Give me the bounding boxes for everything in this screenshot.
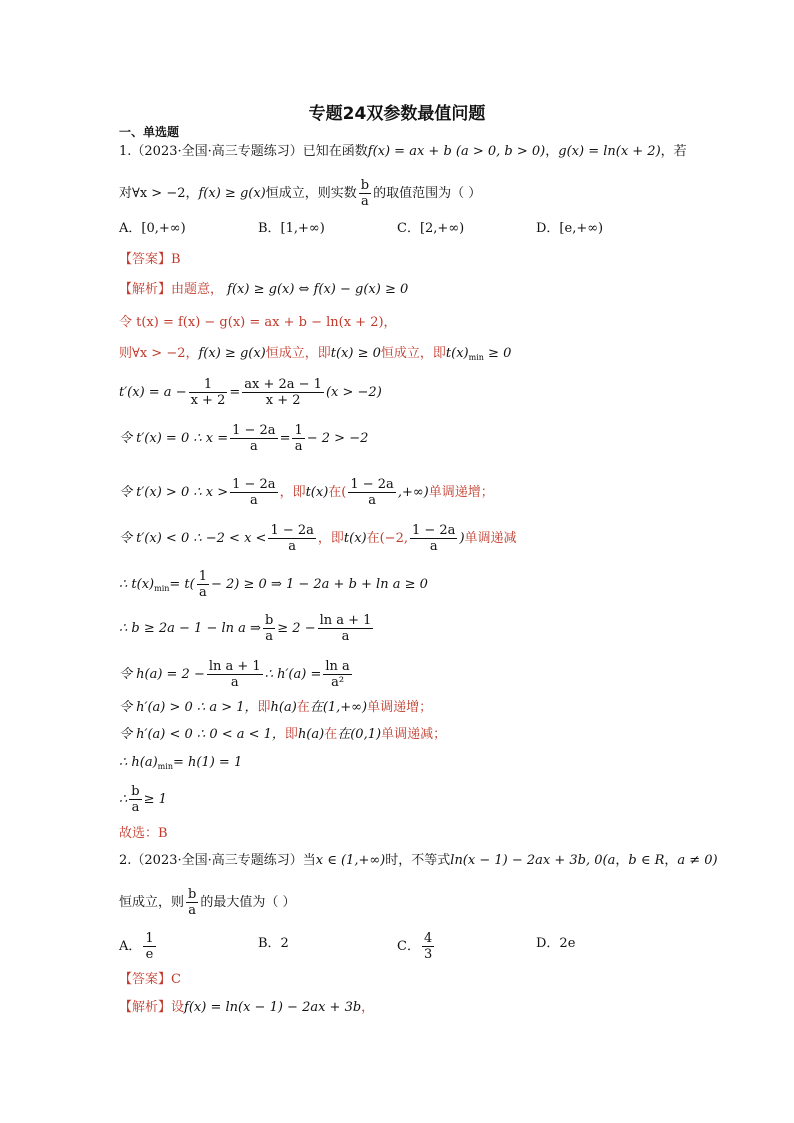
q2-separator: ， [664,853,678,868]
q2-stem-line2 [119,887,295,918]
q2-condition-text: 恒成立，则 [119,895,185,910]
q1-step-6 [119,477,494,508]
q1-stem-line2 [119,178,481,209]
q1-step-3 [119,346,511,366]
q2-answer: 【答案】C [119,972,181,987]
step-math: 令 t′(x) < 0 ∴ −2 < x < [119,531,267,546]
fraction-numerator: b [188,887,197,902]
fraction [207,659,263,690]
fraction-denominator: a [131,800,140,815]
analysis-label: 【解析】 [119,1000,172,1015]
step-math: h(a) [297,727,325,742]
fraction-denominator: a [265,629,273,644]
step-math: − 2 > −2 [306,431,369,446]
step-math: f(x) ≥ g(x) [198,346,266,361]
step-math: t(x) ≥ 0 [330,346,381,361]
analysis-text: 设 [171,1000,185,1015]
q2-ratio-fraction [186,887,198,918]
fraction-numerator: 4 [423,931,433,946]
step-math: h(a) [270,700,297,715]
q1-domain-text: 对∀x > −2， [119,186,199,201]
step-text: 单调递增； [367,700,433,715]
q2-b-domain: b ∈ R [628,853,665,868]
q1-question-text: 的取值范围为（ ） [373,186,482,201]
fraction [189,377,228,408]
q1-step-11: 令 h′(a) > 0 ∴ a > 1，即h(a)在在(1,+∞)单调递增； [119,700,433,715]
min-subscript: min [157,762,173,771]
fraction-numerator: 1 − 2a [232,423,276,438]
fraction [197,569,209,600]
q1-step-5 [119,423,368,454]
fraction [129,784,141,815]
q1-option-a[interactable]: A．[0,+∞) [119,221,186,236]
fraction-numerator: ln a [325,659,350,674]
analysis-text: ， [361,1000,375,1015]
q2-a-condition: a ≠ 0) [677,853,718,868]
step-math: 令 h(a) = 2 − [119,667,205,682]
equals-sign: = [279,431,291,446]
fraction-numerator: b [360,178,370,193]
q1-inequality: f(x) ≥ g(x) [198,186,266,201]
step-text: 单调递增； [428,485,494,500]
q2-domain: x ∈ (1,+∞) [315,853,386,868]
q2-option-b[interactable]: B．2 [258,936,289,951]
q1-option-c[interactable]: C．[2,+∞) [397,221,465,236]
q2-stem-text: 2.（2023·全国·高三专题练习）当 [119,853,316,868]
fraction-numerator: ln a + 1 [208,659,261,674]
q2-analysis-line1 [119,1000,374,1016]
fraction-denominator: a [294,439,303,454]
fraction [323,659,351,690]
step-text: 即 [257,700,271,715]
step-text: 单调递减 [464,531,517,546]
step-math: 令 h′(a) > 0 ∴ a > 1， [119,700,258,715]
fraction [318,613,374,644]
fraction [230,423,277,454]
fraction [242,377,324,408]
fraction-denominator: a [341,629,350,644]
min-subscript: min [468,353,484,362]
q1-stem-line1 [119,144,687,160]
fraction [292,423,304,454]
step-math: = h(1) = 1 [172,755,243,770]
q1-ratio-fraction [359,178,371,209]
fraction-denominator: 3 [423,947,433,962]
fraction-denominator: a [361,194,369,209]
step-text: 恒成立，即 [380,346,446,361]
q2-option-c[interactable] [397,931,436,962]
fraction-numerator: 1 − 2a [411,523,456,538]
q1-condition-text: 恒成立，则实数 [265,186,357,201]
q2-inequality: ln(x − 1) − 2ax + 3b, 0(a [450,853,616,868]
fraction [410,523,457,554]
q1-step-13 [119,755,242,775]
fraction [230,477,277,508]
fraction [422,931,434,962]
fraction-numerator: 1 − 2a [350,477,394,492]
fraction-denominator: a [249,439,258,454]
fraction-denominator: a [230,675,239,690]
step-text: 单调递减； [381,727,447,742]
equals-sign: = [229,385,241,400]
q1-answer: 【答案】B [119,252,181,267]
fraction-numerator: ln a + 1 [319,613,372,628]
q1-step-8 [119,569,428,600]
q1-step-2: 令 t(x) = f(x) − g(x) = ax + b − ln(x + 2)， [119,315,397,330]
step-math: ,+∞) [397,485,429,500]
step-math: t(x) [305,485,329,500]
fraction [348,477,395,508]
fraction [263,613,275,644]
fraction-numerator: 1 [145,931,154,946]
step-math: 在(0,1) [337,727,382,742]
q2-option-a[interactable] [119,931,158,962]
fraction-numerator: 1 [189,377,228,393]
fraction-numerator: ax + 2a − 1 [244,377,322,392]
analysis-text: 由题意， [171,282,224,297]
step-text: 在(−2, [366,531,408,546]
q1-analysis-line1 [119,282,408,298]
q1-step-10 [119,659,354,690]
option-label: C． [397,939,420,954]
step-math: 在(1,+∞) [309,700,368,715]
step-math: 令 t′(x) > 0 ∴ x > [119,485,229,500]
q2-stem-line1 [119,853,718,869]
step-math: 令 t′(x) = 0 ∴ x = [119,431,229,446]
q1-step-7 [119,523,517,554]
fraction [268,523,315,554]
fraction-denominator: x + 2 [265,393,301,408]
q1-step-12: 令 h′(a) < 0 ∴ 0 < a < 1，即h(a)在在(0,1)单调递减； [119,727,447,742]
fraction-numerator: 1 − 2a [232,477,276,492]
fraction-denominator: a [249,493,258,508]
step-math: ≥ 2 − [277,621,316,636]
q2-separator: ， [615,853,629,868]
fraction-denominator: a [429,539,438,554]
fraction-denominator: e [145,947,154,962]
step-text: 在( [328,485,347,500]
q1-step-4 [119,377,382,408]
q2-stem-text: 时，不等式 [385,853,451,868]
fraction [143,931,155,962]
step-text: ，即 [317,531,344,546]
fraction-denominator: a² [331,675,345,690]
q1-g-definition: g(x) = ln(x + 2) [558,144,661,159]
step-math: ) [459,531,465,546]
section-heading: 一、单选题 [119,125,180,139]
step-math: ∴ h′(a) = [264,667,322,682]
step-math: ∴ t(x) [119,577,155,592]
step-math: t′(x) = a − [119,385,187,400]
analysis-math: f(x) ≥ g(x) ⇔ f(x) − g(x) ≥ 0 [227,282,409,297]
q2-question-text: 的最大值为（ ） [200,895,296,910]
q1-option-b[interactable]: B．[1,+∞) [258,221,325,236]
q1-option-d[interactable]: D．[e,+∞) [536,221,604,236]
step-math: − 2) ≥ 0 ⇒ 1 − 2a + b + ln a ≥ 0 [211,577,428,592]
step-math: t(x) [445,346,469,361]
q1-step-9 [119,613,375,644]
fraction-numerator: 1 − 2a [270,523,314,538]
q1-choice: 故选：B [119,826,168,841]
fraction-numerator: b [264,613,274,628]
q1-step-14 [119,784,167,815]
step-math: = t( [169,577,195,592]
fraction-denominator: a [198,585,207,600]
fraction-denominator: a [288,539,297,554]
q1-f-definition: f(x) = ax + b (a > 0, b > 0) [367,144,546,159]
option-label: A． [119,939,142,954]
step-math: t(x) [343,531,367,546]
step-math: 令 h′(a) < 0 ∴ 0 < a < 1， [119,727,285,742]
analysis-math: f(x) = ln(x − 1) − 2ax + 3b [184,1000,362,1015]
fraction-numerator: 1 [198,569,208,584]
fraction-numerator: b [131,784,140,799]
step-math: ∴ b ≥ 2a − 1 − ln a ⇒ [119,621,261,636]
step-math: ∴ h(a) [119,755,158,770]
analysis-label: 【解析】 [119,282,172,297]
step-text: 即 [284,727,298,742]
step-math: ∴ [119,792,128,807]
q2-option-d[interactable]: D．2e [536,936,576,951]
q1-stem-text: 1.（2023·全国·高三专题练习）已知在函数 [119,144,368,159]
step-math: ≥ 1 [143,792,167,807]
fraction-denominator: a [368,493,376,508]
step-math: (x > −2) [325,385,382,400]
q1-separator: ， [545,144,559,159]
min-subscript: min [154,584,170,593]
step-text: 恒成立，即 [265,346,331,361]
step-math: ≥ 0 [483,346,512,361]
step-text: 则∀x > −2， [119,346,199,361]
q1-ruo: ，若 [660,144,687,159]
fraction-numerator: 1 [294,423,303,438]
page-title: 专题24双参数最值问题 [308,104,486,124]
step-text: ，即 [279,485,306,500]
fraction-denominator: x + 2 [190,393,226,408]
fraction-denominator: a [188,903,197,918]
